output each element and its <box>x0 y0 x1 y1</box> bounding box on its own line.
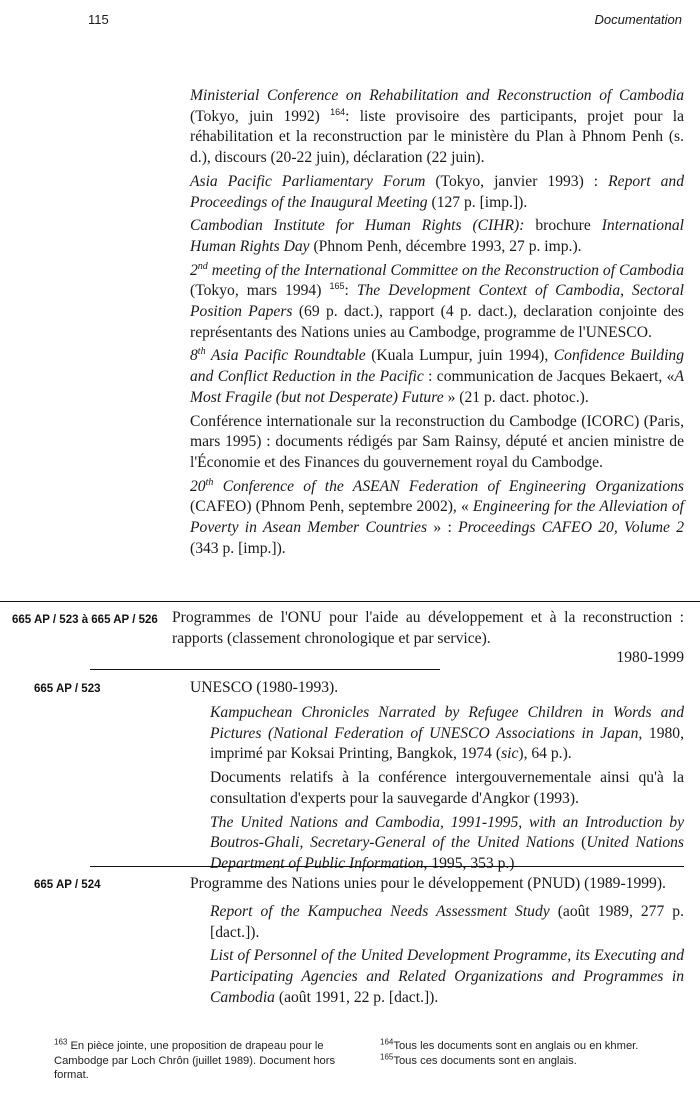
subsection-title-unesco: UNESCO (1980-1993). <box>190 679 339 696</box>
footnote-ref-164: 164 <box>330 106 346 117</box>
section-divider <box>0 601 700 602</box>
subsection-divider <box>90 866 684 867</box>
entries-top <box>190 86 684 559</box>
subsection-title-pnud: Programme des Nations unies pour le développement (PNUD) (1989-1999). <box>190 875 666 892</box>
list-item: Kampuchean Chronicles Narrated by Refugee Children in Words and Pictures (National Federation of UNESCO Associations in Japan, 1980, imprimé par Koksai Printing, Bangkok, 1974 (sic), 64 p.). <box>210 704 684 763</box>
list-item: Documents relatifs à la conférence intergouvernementale ainsi qu'à la consultation d'experts pour la sauvegarde d'Angkor (1993). <box>210 769 684 807</box>
section-subdivider <box>90 669 440 670</box>
entry-ministerial-conference: Ministerial Conference on Rehabilitation and Reconstruction of Cambodia (Tokyo, juin 1992) $^{164}$: liste provisoire des participants, projet pour la réhabilitation et la reconstruction par le ministère du Plan à Phnom Penh (s. d.), discours (20-22 juin), déclaration (22 juin). <box>190 87 684 167</box>
footnote-ref-165: 165 <box>329 281 345 292</box>
subsection-cote-524: 665 AP / 524 <box>34 879 101 891</box>
running-title: Documentation <box>594 12 682 27</box>
section-date: 1980-1999 <box>616 649 684 666</box>
list-item: The United Nations and Cambodia, 1991-1995, with an Introduction by Boutros-Ghali, Secretary-General of the United Nations (United Nations Department of Public Information, 1995, 353 p.) <box>210 813 684 872</box>
list-item: List of Personnel of the United Development Programme, its Executing and Participating Agencies and Related Organizations and Programmes in Cambodia (août 1991, 22 p. [dact.]). <box>210 947 684 1006</box>
entry-icrc-meeting: 2nd meeting of the International Committee on the Reconstruction of Cambodia (Tokyo, mars 1994) $^{165}$: The Development Context of Cambodia, Sectoral Position Papers (69 p. dact.), rapport (4 p. dact.), declaration conjointe des représentants des Nations unies au Cambodge, programme de l'UNESCO. <box>190 260 685 341</box>
entry-cafeo: 20th Conference of the ASEAN Federation of Engineering Organizations (CAFEO) (Phnom Penh, septembre 2002), « Engineering for the Alleviation of Poverty in Asean Member Countries » : Proceedings CAFEO 20, Volume 2 (343 p. [imp.]). <box>190 476 685 557</box>
page-number: 115 <box>88 12 109 27</box>
entry-parliamentary-forum: Asia Pacific Parliamentary Forum (Tokyo, janvier 1993) : Report and Proceedings of the Inaugural Meeting (127 p. [imp.]). <box>190 172 684 211</box>
footnote-164: $^{164}$Tous les documents sont en anglais ou en khmer. <box>380 1037 639 1052</box>
subsection-items-pnud <box>210 902 684 1009</box>
entry-icorc: Conférence internationale sur la reconstruction du Cambodge (ICORC) (Paris, mars 1995) : documents rédigés par Sam Rainsy, député et ancien ministre de l'Économie et des Finances du gouvernement royal du Cambodge. <box>190 412 684 471</box>
section-cote: 665 AP / 523 à 665 AP / 526 <box>12 614 158 626</box>
entry-roundtable: 8th Asia Pacific Roundtable (Kuala Lumpur, juin 1994), Confidence Building and Conflict Reduction in the Pacific : communication de Jacques Bekaert, «A Most Fragile (but not Desperate) Future » (21 p. dact. photoc.). <box>190 346 685 406</box>
subsection-cote-523: 665 AP / 523 <box>34 683 101 695</box>
subsection-items-unesco <box>210 703 684 875</box>
footnote-163: $^{163}$ En pièce jointe, une proposition de drapeau pour le Cambodge par Loch Chrôn (juillet 1989). Document hors format. <box>54 1037 336 1081</box>
list-item: Report of the Kampuchea Needs Assessment Study (août 1989, 277 p. [dact.]). <box>210 903 684 941</box>
entry-cihr: Cambodian Institute for Human Rights (CIHR): brochure International Human Rights Day (Phnom Penh, décembre 1993, 27 p. imp.). <box>190 217 685 255</box>
section-title: Programmes de l'ONU pour l'aide au développement et à la reconstruction : rapports (classement chronologique et par service). <box>172 609 684 647</box>
footnote-165: $^{165}$Tous ces documents sont en anglais. <box>380 1052 577 1067</box>
